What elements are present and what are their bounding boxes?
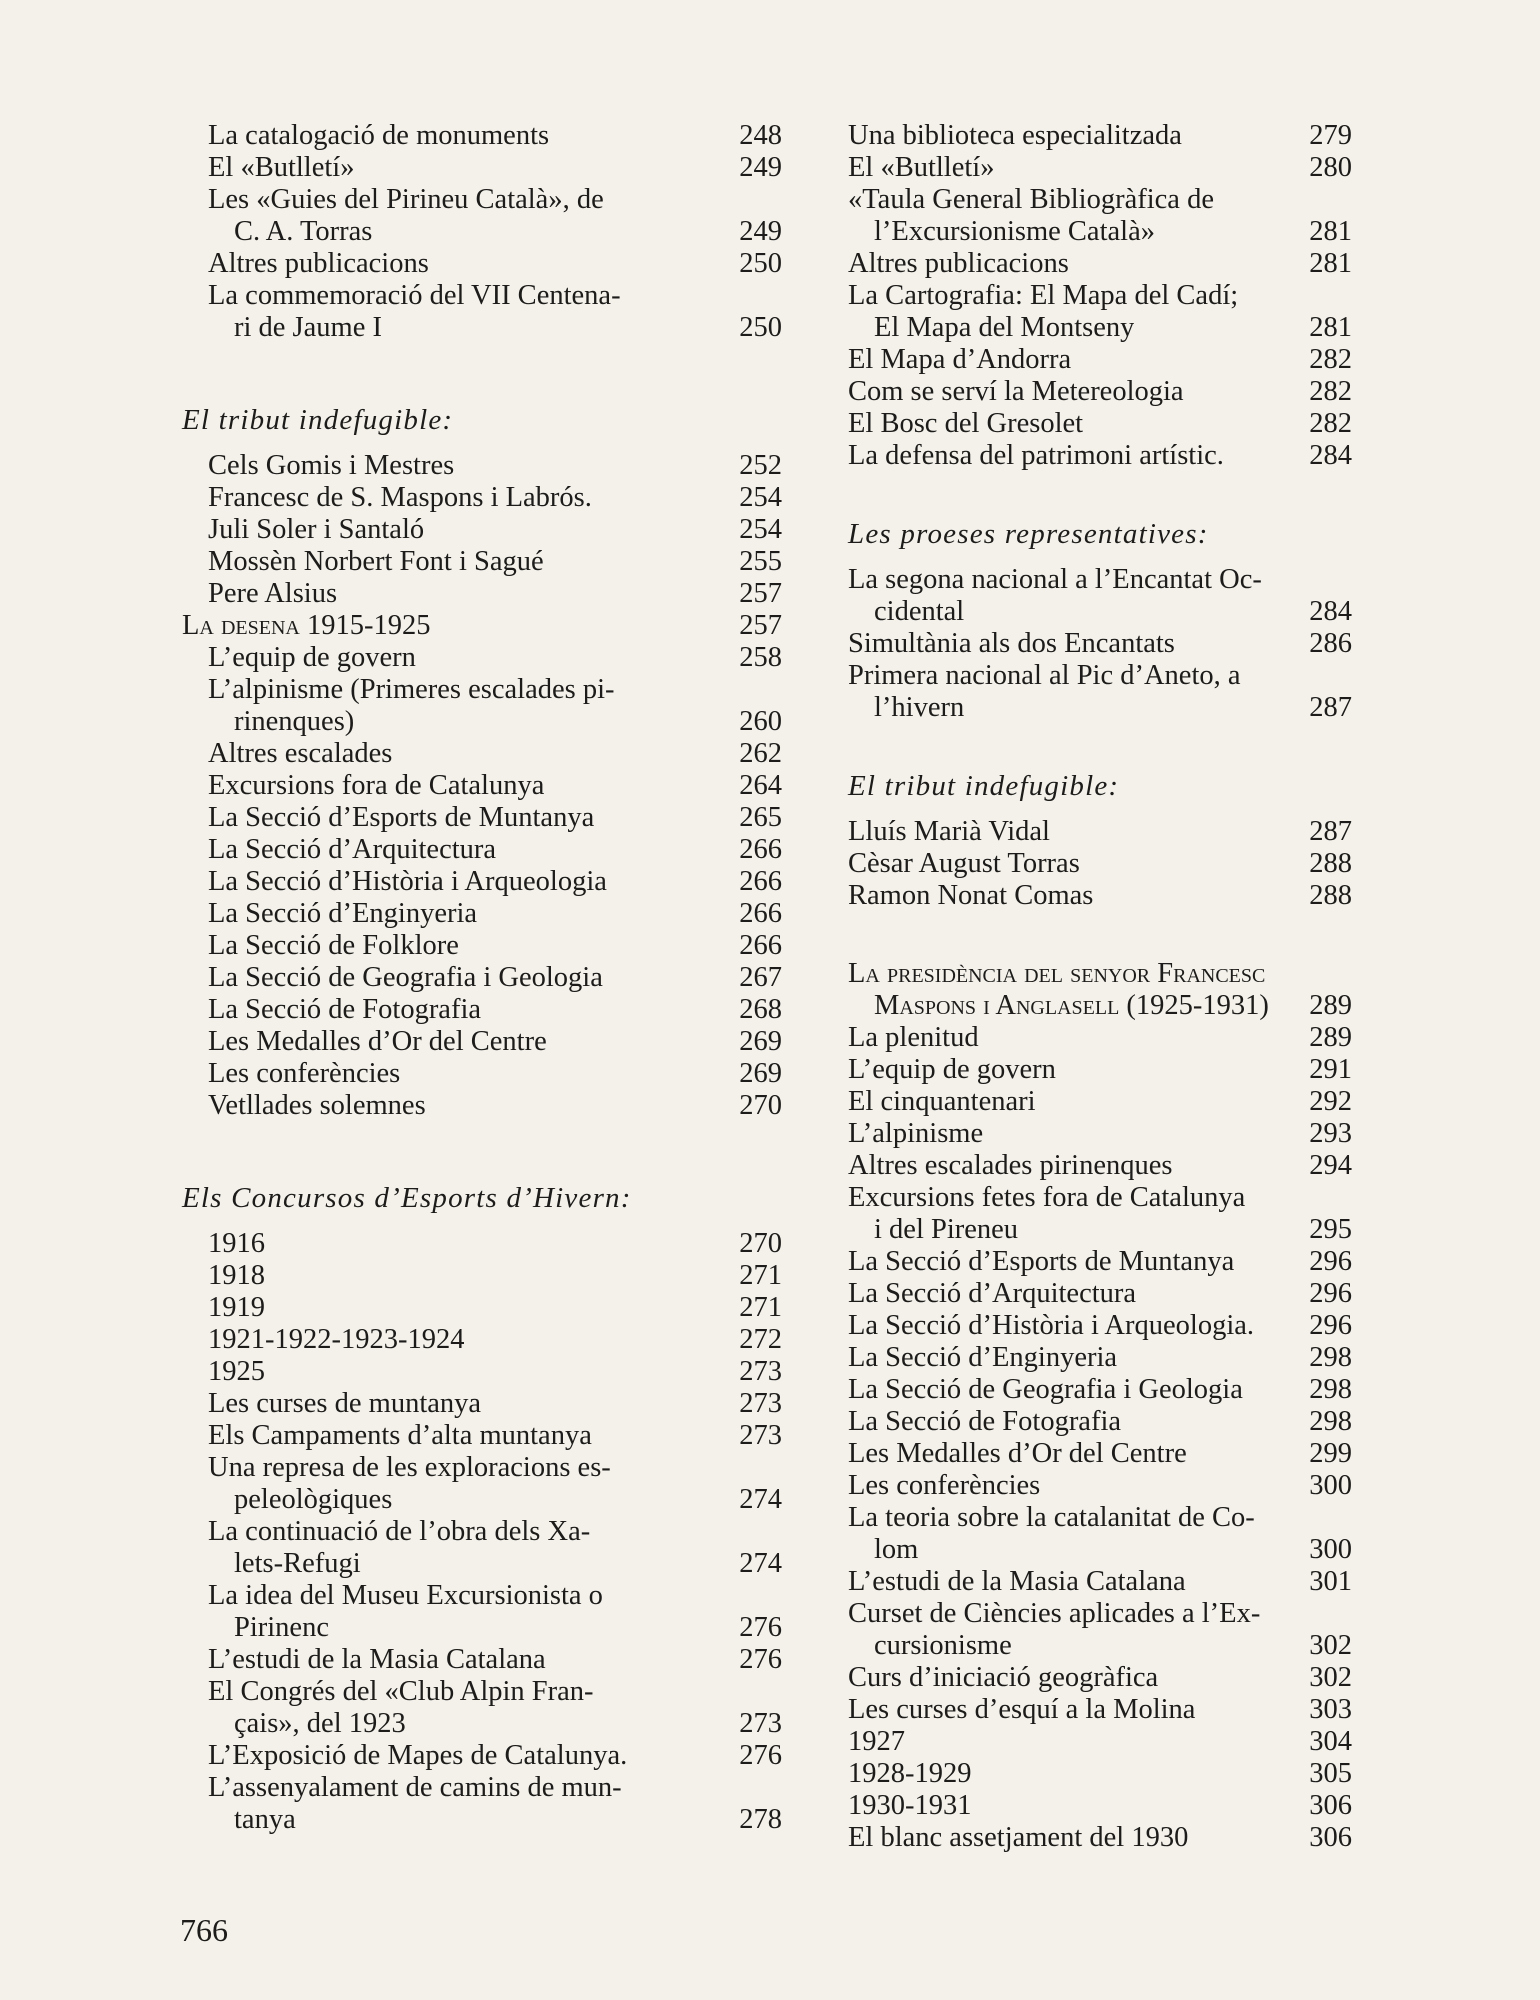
entry-page-number: 249 <box>739 216 782 247</box>
entry-page-number: 260 <box>739 706 782 737</box>
entry-title: L’estudi de la Masia Catalana <box>848 1566 1186 1597</box>
toc-entry <box>182 930 782 962</box>
entry-page-number: 296 <box>1309 1310 1352 1341</box>
toc-entry <box>182 1708 782 1740</box>
toc-entry <box>182 1228 782 1260</box>
entry-page-number: 276 <box>739 1644 782 1675</box>
entry-page-number: 269 <box>739 1026 782 1057</box>
toc-entry <box>182 1644 782 1676</box>
entry-page-number: 300 <box>1309 1534 1352 1565</box>
entry-page-number: 264 <box>739 770 782 801</box>
entry-page-number: 274 <box>739 1484 782 1515</box>
entry-title: Excursions fora de Catalunya <box>208 770 545 801</box>
entry-page-number: 298 <box>1309 1406 1352 1437</box>
toc-entry <box>182 898 782 930</box>
entry-title: i del Pireneu <box>874 1214 1019 1245</box>
entry-page-number: 282 <box>1309 344 1352 375</box>
entry-title: La Secció d’Esports de Muntanya <box>848 1246 1235 1277</box>
entry-page-number: 296 <box>1309 1246 1352 1277</box>
entry-title: L’equip de govern <box>208 642 416 673</box>
section-heading: El tribut indefugible: <box>848 770 1120 802</box>
entry-title: La Secció d’Enginyeria <box>848 1342 1118 1373</box>
toc-entry <box>848 344 1352 376</box>
toc-entry <box>182 216 782 248</box>
toc-entry <box>182 1548 782 1580</box>
toc-right-column <box>848 120 1352 1854</box>
entry-title: l’hivern <box>874 692 965 723</box>
entry-page-number: 284 <box>1309 596 1352 627</box>
toc-entry <box>848 1374 1352 1406</box>
toc-entry <box>848 1246 1352 1278</box>
entry-title: 1921-1922-1923-1924 <box>208 1324 465 1355</box>
toc-entry <box>848 440 1352 472</box>
entry-page-number: 293 <box>1309 1118 1352 1149</box>
toc-left-column <box>182 120 782 1836</box>
toc-entry <box>848 1758 1352 1790</box>
entry-title: L’Exposició de Mapes de Catalunya. <box>208 1740 628 1771</box>
entry-page-number: 301 <box>1309 1566 1352 1597</box>
toc-entry-line: La idea del Museu Excursionista o <box>208 1580 603 1611</box>
toc-entry <box>848 1278 1352 1310</box>
entry-page-number: 271 <box>739 1292 782 1323</box>
toc-entry-line: Les «Guies del Pirineu Català», de <box>208 184 604 215</box>
toc-entry <box>182 1260 782 1292</box>
spacer <box>848 550 1352 564</box>
toc-entry <box>848 1790 1352 1822</box>
entry-title: La Secció d’Arquitectura <box>848 1278 1137 1309</box>
entry-title: C. A. Torras <box>234 216 373 247</box>
entry-page-number: 254 <box>739 482 782 513</box>
entry-title: Cels Gomis i Mestres <box>208 450 455 481</box>
entry-page-number: 278 <box>739 1804 782 1835</box>
entry-page-number: 273 <box>739 1708 782 1739</box>
toc-entry <box>848 1342 1352 1374</box>
entry-page-number: 265 <box>739 802 782 833</box>
spacer <box>182 1214 782 1228</box>
toc-entry-line: El Congrés del «Club Alpin Fran- <box>208 1676 594 1707</box>
entry-page-number: 288 <box>1309 880 1352 911</box>
entry-title: rinenques) <box>234 706 355 737</box>
entry-title: La defensa del patrimoni artístic. <box>848 440 1224 471</box>
entry-page-number: 279 <box>1309 120 1352 151</box>
toc-entry <box>848 1310 1352 1342</box>
section-heading: Els Concursos d’Esports d’Hivern: <box>182 1182 632 1214</box>
toc-entry <box>182 514 782 546</box>
toc-entry <box>848 880 1352 912</box>
entry-title: tanya <box>234 1804 296 1835</box>
toc-entry <box>182 1420 782 1452</box>
toc-entry <box>182 1026 782 1058</box>
toc-entry-line: Excursions fetes fora de Catalunya <box>848 1182 1246 1213</box>
entry-page-number: 298 <box>1309 1342 1352 1373</box>
entry-title: Vetllades solemnes <box>208 1090 426 1121</box>
toc-entry <box>848 408 1352 440</box>
entry-title: Com se serví la Metereologia <box>848 376 1184 407</box>
entry-page-number: 289 <box>1309 990 1352 1021</box>
entry-page-number: 252 <box>739 450 782 481</box>
entry-page-number: 299 <box>1309 1438 1352 1469</box>
entry-page-number: 286 <box>1309 628 1352 659</box>
toc-entry <box>848 1086 1352 1118</box>
entry-page-number: 273 <box>739 1420 782 1451</box>
entry-page-number: 300 <box>1309 1470 1352 1501</box>
entry-page-number: 266 <box>739 834 782 865</box>
entry-title: Juli Soler i Santaló <box>208 514 425 545</box>
entry-page-number: 282 <box>1309 376 1352 407</box>
toc-entry <box>848 216 1352 248</box>
toc-entry <box>848 312 1352 344</box>
toc-entry <box>182 312 782 344</box>
spacer <box>182 436 782 450</box>
toc-entry <box>848 1054 1352 1086</box>
toc-entry <box>182 1740 782 1772</box>
spacer <box>848 472 1352 518</box>
entry-title: Altres publicacions <box>208 248 429 279</box>
toc-entry-line: La teoria sobre la catalanitat de Co- <box>848 1502 1255 1533</box>
section-heading: El tribut indefugible: <box>182 404 454 436</box>
toc-entry <box>848 248 1352 280</box>
entry-title: El «Butlletí» <box>208 152 355 183</box>
entry-page-number: 291 <box>1309 1054 1352 1085</box>
entry-title: Les conferències <box>208 1058 401 1089</box>
entry-page-number: 306 <box>1309 1790 1352 1821</box>
entry-page-number: 262 <box>739 738 782 769</box>
toc-entry-line: La continuació de l’obra dels Xa- <box>208 1516 591 1547</box>
entry-page-number: 302 <box>1309 1630 1352 1661</box>
entry-title: Altres escalades pirinenques <box>848 1150 1173 1181</box>
entry-title: 1928-1929 <box>848 1758 972 1789</box>
entry-title: La Secció d’Esports de Muntanya <box>208 802 595 833</box>
entry-title: El blanc assetjament del 1930 <box>848 1822 1189 1853</box>
entry-title: La Secció d’Arquitectura <box>208 834 497 865</box>
entry-title: 1930-1931 <box>848 1790 972 1821</box>
toc-entry <box>182 802 782 834</box>
entry-page-number: 281 <box>1309 312 1352 343</box>
entry-page-number: 294 <box>1309 1150 1352 1181</box>
entry-title: La catalogació de monuments <box>208 120 550 151</box>
entry-page-number: 298 <box>1309 1374 1352 1405</box>
toc-entry <box>182 1612 782 1644</box>
spacer <box>848 724 1352 770</box>
entry-title: La Secció de Geografia i Geologia <box>848 1374 1243 1405</box>
entry-page-number: 266 <box>739 930 782 961</box>
entry-title: ri de Jaume I <box>234 312 382 343</box>
toc-entry <box>848 1694 1352 1726</box>
entry-page-number: 250 <box>739 248 782 279</box>
toc-entry <box>182 1388 782 1420</box>
entry-page-number: 273 <box>739 1388 782 1419</box>
entry-page-number: 276 <box>739 1612 782 1643</box>
entry-title: çais», del 1923 <box>234 1708 406 1739</box>
entry-title: El cinquantenari <box>848 1086 1036 1117</box>
toc-entry <box>182 610 782 642</box>
entry-page-number: 281 <box>1309 248 1352 279</box>
toc-entry <box>848 1150 1352 1182</box>
toc-entry <box>182 1058 782 1090</box>
entry-title: Pere Alsius <box>208 578 338 609</box>
entry-page-number: 289 <box>1309 1022 1352 1053</box>
entry-page-number: 287 <box>1309 692 1352 723</box>
toc-entry <box>848 1726 1352 1758</box>
entry-title: Les curses de muntanya <box>208 1388 482 1419</box>
toc-entry <box>848 1214 1352 1246</box>
toc-entry <box>848 1470 1352 1502</box>
entry-page-number: 288 <box>1309 848 1352 879</box>
entry-title: cursionisme <box>874 1630 1012 1661</box>
toc-entry <box>848 1566 1352 1598</box>
entry-title: La Secció de Fotografia <box>848 1406 1122 1437</box>
entry-title: 1919 <box>208 1292 265 1323</box>
entry-page-number: 280 <box>1309 152 1352 183</box>
page-number: 766 <box>180 1912 228 1948</box>
entry-title: El Bosc del Gresolet <box>848 408 1084 439</box>
toc-entry <box>182 546 782 578</box>
spacer <box>182 344 782 404</box>
entry-title: peleològiques <box>234 1484 393 1515</box>
toc-entry <box>182 482 782 514</box>
toc-entry <box>182 1292 782 1324</box>
toc-entry <box>182 962 782 994</box>
toc-entry <box>848 1662 1352 1694</box>
spacer <box>848 912 1352 958</box>
toc-entry <box>848 1438 1352 1470</box>
toc-entry <box>848 1822 1352 1854</box>
toc-entry-line: L’alpinisme (Primeres escalades pi- <box>208 674 615 705</box>
toc-entry <box>848 628 1352 660</box>
spacer <box>182 1122 782 1182</box>
toc-entry <box>182 1090 782 1122</box>
entry-page-number: 303 <box>1309 1694 1352 1725</box>
entry-page-number: 254 <box>739 514 782 545</box>
toc-entry <box>848 596 1352 628</box>
toc-entry <box>182 1484 782 1516</box>
entry-title: 1918 <box>208 1260 265 1291</box>
toc-entry-line: La segona nacional a l’Encantat Oc- <box>848 564 1262 595</box>
entry-title: Les Medalles d’Or del Centre <box>208 1026 547 1057</box>
toc-entry-line: La commemoració del VII Centena- <box>208 280 621 311</box>
entry-title: L’alpinisme <box>848 1118 984 1149</box>
entry-title: Les conferències <box>848 1470 1041 1501</box>
entry-title: El Mapa d’Andorra <box>848 344 1072 375</box>
entry-title: Pirinenc <box>234 1612 329 1643</box>
entry-page-number: 284 <box>1309 440 1352 471</box>
entry-title: El «Butlletí» <box>848 152 995 183</box>
toc-entry <box>848 816 1352 848</box>
toc-entry <box>848 990 1352 1022</box>
entry-page-number: 282 <box>1309 408 1352 439</box>
entry-title: La Secció de Fotografia <box>208 994 482 1025</box>
entry-page-number: 271 <box>739 1260 782 1291</box>
entry-title: Ramon Nonat Comas <box>848 880 1094 911</box>
entry-title: lom <box>874 1534 919 1565</box>
entry-title: cidental <box>874 596 965 627</box>
entry-page-number: 296 <box>1309 1278 1352 1309</box>
entry-title: L’estudi de la Masia Catalana <box>208 1644 546 1675</box>
toc-entry-line: Primera nacional al Pic d’Aneto, a <box>848 660 1241 691</box>
entry-page-number: 276 <box>739 1740 782 1771</box>
toc-entry-line: «Taula General Bibliogràfica de <box>848 184 1214 215</box>
entry-page-number: 248 <box>739 120 782 151</box>
entry-title: La Secció d’Història i Arqueologia <box>208 866 607 897</box>
entry-page-number: 268 <box>739 994 782 1025</box>
toc-entry <box>182 152 782 184</box>
toc-entry <box>848 1534 1352 1566</box>
entry-page-number: 306 <box>1309 1822 1352 1853</box>
toc-entry-line: La presidència del senyor Francesc <box>848 958 1266 989</box>
entry-page-number: 292 <box>1309 1086 1352 1117</box>
entry-page-number: 258 <box>739 642 782 673</box>
toc-entry <box>848 1630 1352 1662</box>
toc-entry <box>848 848 1352 880</box>
toc-entry <box>182 866 782 898</box>
entry-title: 1925 <box>208 1356 265 1387</box>
entry-title: La Secció d’Enginyeria <box>208 898 478 929</box>
toc-entry <box>182 834 782 866</box>
entry-page-number: 274 <box>739 1548 782 1579</box>
toc-entry <box>182 770 782 802</box>
entry-page-number: 281 <box>1309 216 1352 247</box>
entry-title: Altres publicacions <box>848 248 1069 279</box>
toc-entry <box>848 1406 1352 1438</box>
entry-title: Les Medalles d’Or del Centre <box>848 1438 1187 1469</box>
entry-page-number: 255 <box>739 546 782 577</box>
entry-page-number: 266 <box>739 898 782 929</box>
toc-entry-line: Una represa de les exploracions es- <box>208 1452 611 1483</box>
toc-entry <box>182 1324 782 1356</box>
entry-title: Cèsar August Torras <box>848 848 1080 879</box>
entry-title: La plenitud <box>848 1022 979 1053</box>
toc-entry <box>182 120 782 152</box>
toc-entry <box>182 248 782 280</box>
entry-title: Les curses d’esquí a la Molina <box>848 1694 1196 1725</box>
entry-title: 1927 <box>848 1726 905 1757</box>
toc-entry-line: L’assenyalament de camins de mun- <box>208 1772 622 1803</box>
entry-title: Francesc de S. Maspons i Labrós. <box>208 482 592 513</box>
entry-title: Els Campaments d’alta muntanya <box>208 1420 592 1451</box>
entry-title: L’equip de govern <box>848 1054 1056 1085</box>
toc-entry <box>182 738 782 770</box>
entry-page-number: 270 <box>739 1228 782 1259</box>
entry-page-number: 266 <box>739 866 782 897</box>
toc-entry <box>848 376 1352 408</box>
toc-entry <box>848 120 1352 152</box>
entry-title: Altres escalades <box>208 738 393 769</box>
entry-title: El Mapa del Montseny <box>874 312 1135 343</box>
entry-page-number: 302 <box>1309 1662 1352 1693</box>
entry-page-number: 304 <box>1309 1726 1352 1757</box>
toc-entry <box>848 152 1352 184</box>
toc-entry-line: Curset de Ciències aplicades a l’Ex- <box>848 1598 1261 1629</box>
entry-page-number: 287 <box>1309 816 1352 847</box>
toc-entry <box>848 1118 1352 1150</box>
entry-title: Maspons i Anglasell (1925-1931) <box>874 990 1269 1021</box>
entry-title: Mossèn Norbert Font i Sagué <box>208 546 544 577</box>
section-heading: Les proeses representatives: <box>848 518 1209 550</box>
entry-title: 1916 <box>208 1228 265 1259</box>
toc-entry <box>182 706 782 738</box>
toc-entry <box>182 642 782 674</box>
entry-title: La Secció de Geografia i Geologia <box>208 962 603 993</box>
entry-page-number: 249 <box>739 152 782 183</box>
toc-entry <box>182 1356 782 1388</box>
entry-title: Una biblioteca especialitzada <box>848 120 1182 151</box>
entry-page-number: 270 <box>739 1090 782 1121</box>
entry-title: lets-Refugi <box>234 1548 361 1579</box>
toc-entry <box>182 578 782 610</box>
entry-page-number: 305 <box>1309 1758 1352 1789</box>
toc-entry <box>182 1804 782 1836</box>
entry-title: La desena 1915-1925 <box>182 610 431 641</box>
entry-page-number: 250 <box>739 312 782 343</box>
spacer <box>848 802 1352 816</box>
toc-entry-line: La Cartografia: El Mapa del Cadí; <box>848 280 1239 311</box>
entry-title: La Secció d’Història i Arqueologia. <box>848 1310 1255 1341</box>
entry-page-number: 269 <box>739 1058 782 1089</box>
toc-entry <box>848 1022 1352 1054</box>
toc-entry <box>848 692 1352 724</box>
entry-page-number: 272 <box>739 1324 782 1355</box>
entry-title: Curs d’iniciació geogràfica <box>848 1662 1159 1693</box>
entry-title: Simultània als dos Encantats <box>848 628 1175 659</box>
entry-title: La Secció de Folklore <box>208 930 459 961</box>
entry-title: l’Excursionisme Català» <box>874 216 1155 247</box>
entry-page-number: 267 <box>739 962 782 993</box>
entry-page-number: 295 <box>1309 1214 1352 1245</box>
toc-entry <box>182 994 782 1026</box>
entry-page-number: 257 <box>739 578 782 609</box>
entry-page-number: 273 <box>739 1356 782 1387</box>
entry-page-number: 257 <box>739 610 782 641</box>
toc-entry <box>182 450 782 482</box>
entry-title: Lluís Marià Vidal <box>848 816 1050 847</box>
